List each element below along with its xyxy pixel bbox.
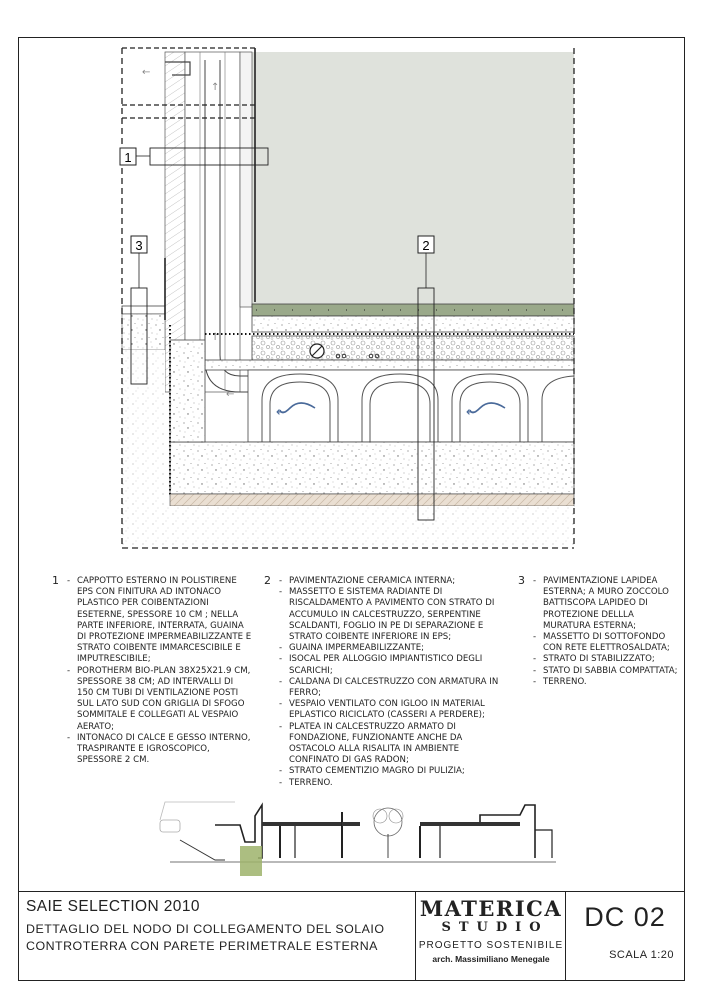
interior-plaster	[240, 52, 252, 307]
legend-number: 2	[264, 574, 271, 587]
legend-item: - CALDANA DI CALCESTRUZZO CON ARMATURA IN FERRO;	[279, 677, 500, 699]
title-block	[18, 891, 685, 981]
callout-3-label: 3	[135, 238, 143, 253]
legend-item: - TERRENO.	[279, 778, 500, 789]
air-arrow-icon: ←	[226, 389, 235, 400]
ground-terrain	[122, 506, 574, 548]
igloo-crawlspace	[248, 370, 574, 442]
legend-item: - INTONACO DI CALCE E GESSO INTERNO, TRASPIRANTE E IGROSCOPICO, SPESSORE 2 CM.	[67, 733, 252, 767]
sheet-subtitle-line-2: CONTROTERRA CON PARETE PERIMETRALE ESTERNA	[26, 939, 378, 953]
legend-number: 1	[52, 574, 59, 587]
logo-brand: MATERICA	[419, 896, 563, 921]
logo-tagline: PROGETTO SOSTENIBILE	[418, 940, 564, 951]
vent-outlet-icon: ←	[142, 67, 151, 78]
legend-group-3	[518, 576, 684, 688]
legend-item: - GUAINA IMPERMEABILIZZANTE;	[279, 643, 500, 654]
legend-item: - ISOCAL PER ALLOGGIO IMPIANTISTICO DEGLI SCARICHI;	[279, 654, 500, 676]
foundation-slab	[170, 442, 574, 494]
sheet-title: SAIE SELECTION 2010	[26, 898, 200, 915]
legend-group-1	[52, 576, 252, 766]
legend-item: - MASSETTO DI SOTTOFONDO CON RETE ELETTROSALDATA;	[533, 632, 684, 654]
air-arrow-icon: ↑	[211, 332, 220, 343]
title-text-area	[26, 898, 426, 955]
legend-item: - POROTHERM BIO-PLAN 38X25X21.9 CM, SPESSORE 38 CM; AD INTERVALLI DI 150 CM TUBI DI VENTILAZIONE POSTI SUL LATO SUD CON GRIGLIA DI SFOGO SOMMITALE E COLLEGATI AL VESPAIO AERATO;	[67, 666, 252, 733]
callout-1-label: 1	[124, 150, 132, 165]
legend-item: - STRATO CEMENTIZIO MAGRO DI PULIZIA;	[279, 766, 500, 777]
logo-studio: STUDIO	[441, 920, 549, 935]
air-arrow-icon: ↑	[211, 82, 220, 93]
legend-number: 3	[518, 574, 525, 587]
svg-text:←: ←	[276, 405, 287, 420]
drawing-code: DC 02	[584, 902, 666, 932]
key-section-thumbnail	[158, 800, 558, 876]
drawing-scale: SCALA 1:20	[609, 949, 674, 961]
detail-location-marker	[240, 846, 262, 876]
isocal-layer	[252, 336, 574, 360]
legend-item: - STATO DI SABBIA COMPATTATA;	[533, 666, 684, 677]
legend-group-2	[264, 576, 500, 789]
legend-item: - PAVIMENTAZIONE CERAMICA INTERNA;	[279, 576, 500, 587]
legend-item: - MASSETTO E SISTEMA RADIANTE DI RISCALDAMENTO A PAVIMENTO CON STRATO DI ACCUMULO IN CALCESTRUZZO, SERPENTINE SCALDANTI, FOGLIO IN PE DI SEPARAZIONE E STRATO COIBENTE INFERIORE IN EPS;	[279, 587, 500, 643]
exterior-paving	[122, 306, 165, 314]
floor-tiles-screed	[252, 304, 574, 316]
interior-space	[252, 52, 574, 304]
legend-item: - PLATEA IN CALCESTRUZZO ARMATO DI FONDAZIONE, FUNZIONANTE ANCHE DA OSTACOLO ALLA RISALITA IN AMBIENTE CONFINATO DI GAS RADON;	[279, 722, 500, 767]
legend-item: - PAVIMENTAZIONE LAPIDEA ESTERNA; A MURO ZOCCOLO BATTISCOPA LAPIDEO DI PROTEZIONE DELLLA MURATURA ESTERNA;	[533, 576, 684, 632]
lean-concrete-layer	[170, 494, 574, 506]
legend-item: - VESPAIO VENTILATO CON IGLOO IN MATERIAL EPLASTICO RICICLATO (CASSERI A PERDERE);	[279, 699, 500, 721]
legend-item: - CAPPOTTO ESTERNO IN POLISTIRENE EPS CON FINITURA AD INTONACO PLASTICO PER COIBENTAZIONI ESETERNE, SPESSORE 10 CM ; NELLA PARTE INFERIORE, INTERRATA, GUAINA DI PROTEZIONE IMPERMEABILIZZANTE E STRATO COIBENTE IMMARCESCIBILE E IMPUTRESCIBILE;	[67, 576, 252, 666]
legend-item: - STRATO DI STABILIZZATO;	[533, 654, 684, 665]
logo-architect: arch. Massimiliano Menegale	[432, 954, 550, 964]
reinforced-slab	[205, 360, 574, 370]
radiant-screed	[252, 316, 574, 332]
studio-logo	[415, 892, 566, 981]
svg-text:←: ←	[466, 405, 477, 420]
callout-2-label: 2	[422, 238, 430, 253]
sheet-subtitle-line-1: DETTAGLIO DEL NODO DI COLLEGAMENTO DEL SOLAIO	[26, 922, 385, 936]
drawing-code-box	[565, 892, 684, 981]
legend-item: - TERRENO.	[533, 677, 684, 688]
